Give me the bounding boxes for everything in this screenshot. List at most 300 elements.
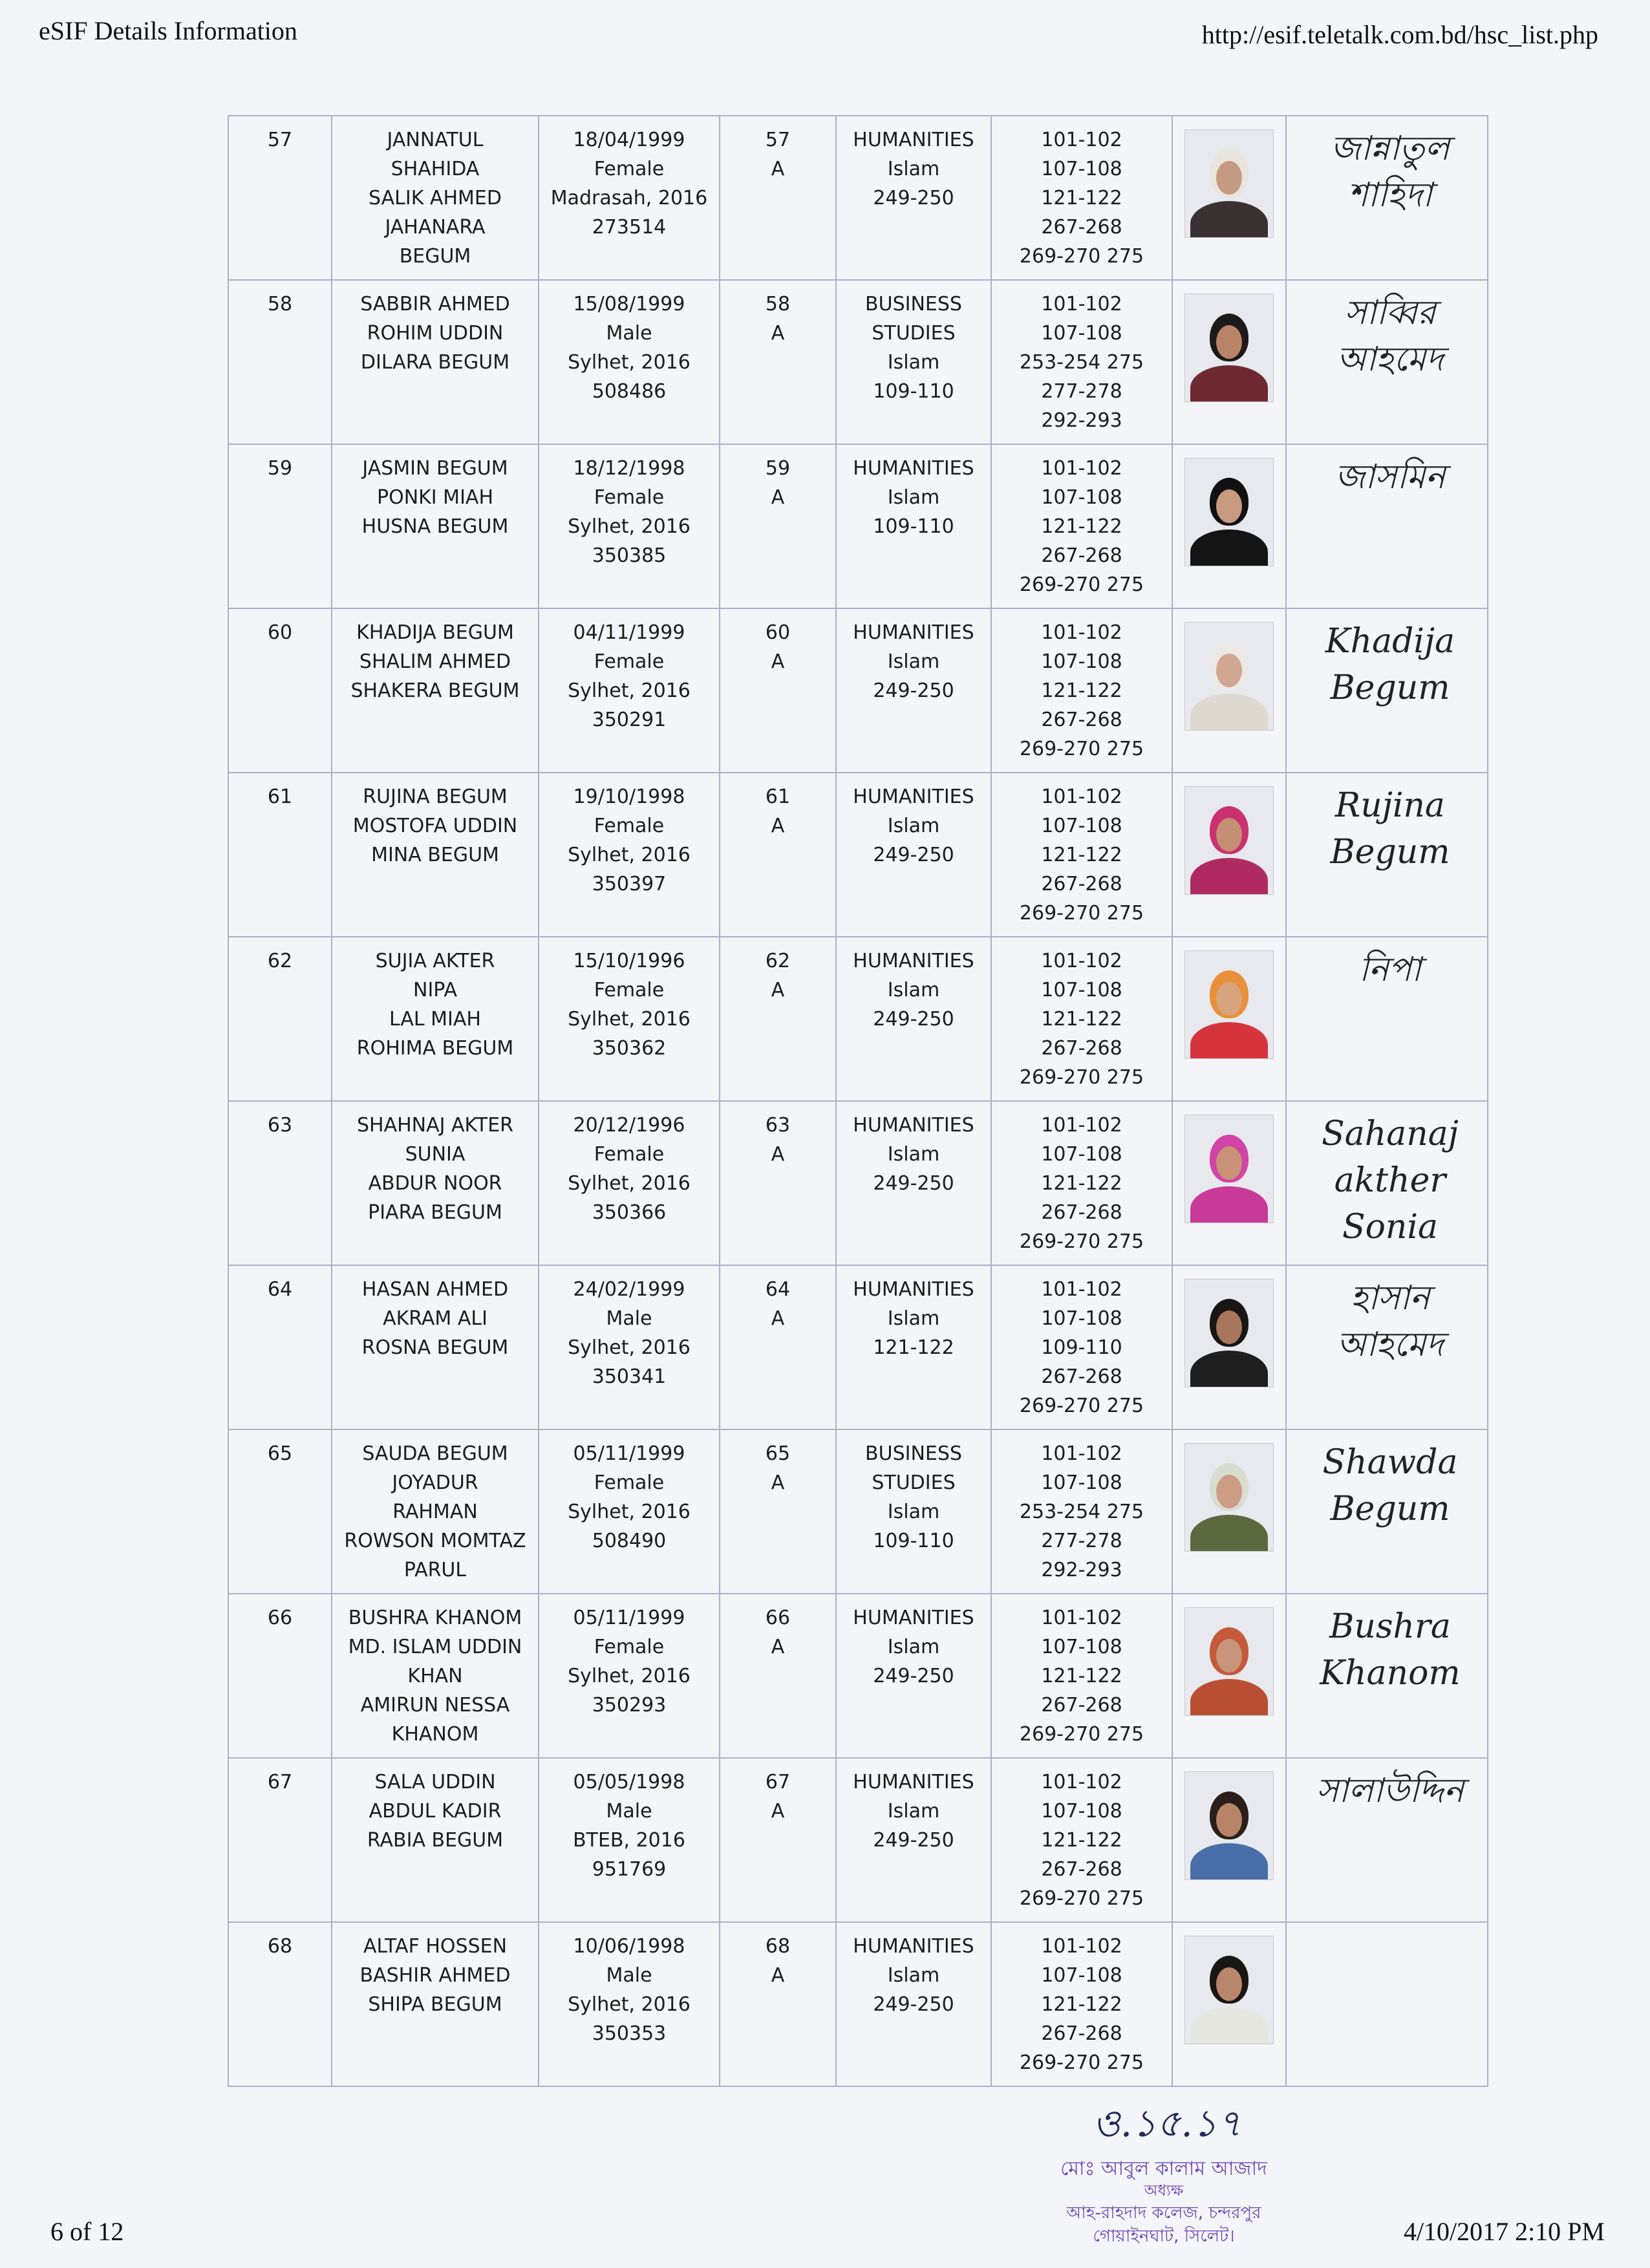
group-line: 249-250 [873, 1665, 954, 1687]
details-cell [539, 608, 720, 773]
detail-line: Sylhet, 2016 [568, 844, 691, 866]
signature-line: Shawda [1322, 1443, 1458, 1482]
serial-cell [228, 1429, 332, 1594]
name-line: SHAHIDA [391, 158, 480, 180]
subject-line: 269-270 275 [1019, 573, 1144, 596]
serial-number: 67 [267, 1771, 293, 1793]
name-line: KHAN [407, 1665, 463, 1687]
signature-line: জাসমিন [1334, 458, 1446, 497]
group-line: Islam [887, 1501, 940, 1523]
name-line: KHADIJA BEGUM [356, 621, 514, 644]
detail-line: 350385 [592, 544, 667, 567]
name-line: BEGUM [399, 245, 471, 268]
signature-cell [1286, 444, 1488, 608]
group-cell [836, 1265, 991, 1429]
detail-line: Female [594, 1636, 665, 1658]
name-line: JANNATUL [387, 129, 484, 151]
print-timestamp: 4/10/2017 2:10 PM [1403, 2217, 1605, 2246]
name-line: ABDUL KADIR [369, 1800, 502, 1823]
names-cell [332, 773, 539, 937]
photo-cell [1172, 1594, 1286, 1758]
subject-line: 107-108 [1041, 1964, 1122, 1987]
serial-number: 58 [267, 293, 293, 316]
group-line: Islam [887, 1307, 940, 1330]
table-row [228, 1758, 1488, 1922]
roll-line: 66 [765, 1607, 791, 1629]
principal-signature: ও.১৫.১৭ [1093, 2101, 1242, 2145]
roll-line: A [771, 650, 785, 673]
group-cell [836, 1594, 991, 1758]
subject-line: 101-102 [1041, 950, 1122, 972]
subjects-cell [991, 444, 1172, 608]
subject-line: 101-102 [1041, 457, 1122, 480]
signature-line: সালাউদ্দিন [1316, 1771, 1464, 1810]
name-line: MOSTOFA UDDIN [352, 815, 518, 837]
group-line: HUMANITIES [853, 621, 974, 644]
subject-line: 269-270 275 [1019, 1395, 1144, 1417]
signature-line: জান্নাতুল [1330, 129, 1450, 168]
roll-line: 68 [765, 1935, 791, 1958]
detail-line: Sylhet, 2016 [568, 1501, 691, 1523]
detail-line: Sylhet, 2016 [568, 679, 691, 702]
roll-cell [720, 280, 836, 444]
roll-line: A [771, 1636, 785, 1658]
serial-cell [228, 116, 332, 280]
group-line: 249-250 [873, 1829, 954, 1852]
group-line: HUMANITIES [853, 950, 974, 972]
page-header-title: eSIF Details Information [39, 16, 297, 45]
detail-line: 350362 [592, 1037, 667, 1060]
names-cell [332, 116, 539, 280]
name-line: ALTAF HOSSEN [363, 1935, 508, 1958]
subjects-cell [991, 116, 1172, 280]
name-line: AKRAM ALI [383, 1307, 488, 1330]
photo-face [1216, 654, 1242, 687]
subjects-cell [991, 608, 1172, 773]
serial-cell [228, 937, 332, 1101]
group-cell [836, 116, 991, 280]
detail-line: 508490 [592, 1530, 667, 1552]
serial-cell [228, 1265, 332, 1429]
signature-line: akther [1334, 1161, 1446, 1200]
subject-line: 269-270 275 [1019, 2051, 1144, 2074]
subject-line: 101-102 [1041, 786, 1122, 808]
name-line: ROHIM UDDIN [367, 322, 504, 345]
roll-cell [720, 937, 836, 1101]
subject-line: 121-122 [1041, 844, 1122, 866]
group-cell [836, 1101, 991, 1265]
subject-line: 107-108 [1041, 650, 1122, 673]
subject-line: 107-108 [1041, 322, 1122, 345]
subject-line: 267-268 [1041, 1858, 1122, 1881]
detail-line: 04/11/1999 [573, 621, 685, 644]
roll-line: A [771, 979, 785, 1001]
table-row [228, 1594, 1488, 1758]
roll-cell [720, 1594, 836, 1758]
details-cell [539, 1265, 720, 1429]
stamp-designation: অধ্যক্ষ [1144, 2181, 1184, 2199]
subject-line: 101-102 [1041, 1114, 1122, 1137]
subject-line: 292-293 [1041, 409, 1122, 432]
name-line: SUNIA [405, 1143, 466, 1166]
name-line: RAHMAN [392, 1501, 478, 1523]
serial-cell [228, 608, 332, 773]
photo-cell [1172, 608, 1286, 773]
signature-line: Bushra [1329, 1607, 1451, 1646]
photo-cell [1172, 280, 1286, 444]
subject-line: 121-122 [1041, 515, 1122, 538]
name-line: ROSNA BEGUM [361, 1336, 509, 1359]
subjects-cell [991, 1265, 1172, 1429]
photo-face [1216, 1639, 1242, 1673]
details-cell [539, 1922, 720, 2086]
name-line: SALIK AHMED [369, 187, 502, 209]
subject-line: 121-122 [1041, 187, 1122, 209]
records-table-body [228, 116, 1488, 2086]
roll-cell [720, 1429, 836, 1594]
detail-line: Male [606, 1964, 652, 1987]
group-line: BUSINESS [865, 1442, 962, 1465]
signature-cell [1286, 1758, 1488, 1922]
subject-line: 101-102 [1041, 1771, 1122, 1793]
table-row [228, 116, 1488, 280]
subjects-cell [991, 1594, 1172, 1758]
table-row [228, 773, 1488, 937]
student-photo [1184, 950, 1274, 1059]
subject-line: 121-122 [1041, 1829, 1122, 1852]
subject-line: 101-102 [1041, 129, 1122, 151]
detail-line: Sylhet, 2016 [568, 1665, 691, 1687]
photo-cell [1172, 1429, 1286, 1594]
name-line: JASMIN BEGUM [362, 457, 508, 480]
names-cell [332, 444, 539, 608]
group-cell [836, 1922, 991, 2086]
table-row [228, 280, 1488, 444]
photo-body [1190, 365, 1268, 402]
subject-line: 253-254 275 [1019, 1501, 1144, 1523]
group-line: 249-250 [873, 844, 954, 866]
group-line: Islam [887, 1636, 940, 1658]
student-photo [1184, 294, 1274, 402]
subject-line: 101-102 [1041, 1607, 1122, 1629]
table-row [228, 1265, 1488, 1429]
name-line: DILARA BEGUM [360, 351, 510, 374]
name-line: HASAN AHMED [361, 1278, 509, 1301]
roll-line: A [771, 1143, 785, 1166]
roll-line: A [771, 1307, 785, 1330]
roll-line: A [771, 1471, 785, 1494]
subject-line: 292-293 [1041, 1559, 1122, 1581]
subject-line: 277-278 [1041, 380, 1122, 403]
group-cell [836, 773, 991, 937]
detail-line: Female [594, 1143, 665, 1166]
principal-stamp [983, 2095, 1345, 2250]
roll-cell [720, 116, 836, 280]
serial-cell [228, 773, 332, 937]
name-line: AMIRUN NESSA [360, 1694, 510, 1717]
signature-cell [1286, 773, 1488, 937]
group-cell [836, 937, 991, 1101]
photo-cell [1172, 1101, 1286, 1265]
subject-line: 269-270 275 [1019, 738, 1144, 760]
table-row [228, 1922, 1488, 2086]
group-line: HUMANITIES [853, 786, 974, 808]
name-line: MINA BEGUM [371, 844, 499, 866]
group-line: HUMANITIES [853, 1607, 974, 1629]
detail-line: 350341 [592, 1365, 667, 1388]
roll-line: 60 [765, 621, 791, 644]
details-cell [539, 280, 720, 444]
subject-line: 269-270 275 [1019, 1230, 1144, 1253]
serial-number: 68 [267, 1935, 293, 1958]
group-line: STUDIES [872, 1471, 956, 1494]
group-line: 109-110 [873, 515, 954, 538]
name-line: ROHIMA BEGUM [356, 1037, 514, 1060]
subject-line: 121-122 [1041, 1665, 1122, 1687]
roll-cell [720, 773, 836, 937]
roll-cell [720, 1101, 836, 1265]
names-cell [332, 1101, 539, 1265]
detail-line: 05/11/1999 [573, 1442, 685, 1465]
subject-line: 269-270 275 [1019, 1723, 1144, 1746]
name-line: LAL MIAH [389, 1008, 481, 1031]
detail-line: 18/04/1999 [573, 129, 685, 151]
subject-line: 101-102 [1041, 293, 1122, 316]
detail-line: Female [594, 650, 665, 673]
subject-line: 121-122 [1041, 679, 1122, 702]
detail-line: Female [594, 979, 665, 1001]
subjects-cell [991, 280, 1172, 444]
signature-cell [1286, 1429, 1488, 1594]
signature-line: Sonia [1342, 1208, 1439, 1246]
roll-line: 65 [765, 1442, 791, 1465]
names-cell [332, 1594, 539, 1758]
group-line: 249-250 [873, 1008, 954, 1031]
group-line: HUMANITIES [853, 1114, 974, 1137]
photo-body [1190, 201, 1268, 238]
detail-line: 15/08/1999 [573, 293, 685, 316]
name-line: PIARA BEGUM [368, 1201, 502, 1224]
photo-cell [1172, 773, 1286, 937]
photo-face [1216, 982, 1242, 1016]
roll-cell [720, 1265, 836, 1429]
subject-line: 253-254 275 [1019, 351, 1144, 374]
photo-face [1216, 161, 1242, 195]
detail-line: Sylhet, 2016 [568, 1336, 691, 1359]
subject-line: 107-108 [1041, 1143, 1122, 1166]
photo-body [1190, 1351, 1268, 1387]
group-line: 249-250 [873, 187, 954, 209]
detail-line: Sylhet, 2016 [568, 1993, 691, 2016]
group-line: HUMANITIES [853, 129, 974, 151]
detail-line: 10/06/1998 [573, 1935, 685, 1958]
subject-line: 101-102 [1041, 1442, 1122, 1465]
subject-line: 267-268 [1041, 1201, 1122, 1224]
roll-cell [720, 1922, 836, 2086]
stamp-name: মোঃ আবুল কালাম আজাদ [1060, 2157, 1267, 2180]
subject-line: 107-108 [1041, 486, 1122, 509]
serial-cell [228, 1758, 332, 1922]
group-cell [836, 1429, 991, 1594]
group-line: Islam [887, 1964, 940, 1987]
detail-line: Sylhet, 2016 [568, 515, 691, 538]
serial-number: 63 [267, 1114, 293, 1137]
photo-body [1190, 1515, 1268, 1552]
detail-line: 951769 [592, 1858, 667, 1881]
subjects-cell [991, 1758, 1172, 1922]
serial-number: 60 [267, 621, 293, 644]
signature-line: আহমেদ [1336, 1325, 1444, 1364]
subject-line: 267-268 [1041, 544, 1122, 567]
group-line: HUMANITIES [853, 1935, 974, 1958]
name-line: SALA UDDIN [374, 1771, 496, 1793]
signature-line: আহমেদ [1336, 340, 1444, 379]
page-header-url: http://esif.teletalk.com.bd/hsc_list.php [1201, 20, 1598, 49]
group-line: HUMANITIES [853, 1771, 974, 1793]
photo-cell [1172, 1922, 1286, 2086]
photo-body [1190, 694, 1268, 731]
name-line: SUJIA AKTER [375, 950, 495, 972]
signature-line: Begum [1330, 1490, 1450, 1528]
group-line: STUDIES [872, 322, 956, 345]
subject-line: 267-268 [1041, 216, 1122, 239]
photo-face [1216, 1967, 1242, 2001]
roll-line: A [771, 1800, 785, 1823]
photo-body [1190, 1186, 1268, 1223]
photo-cell [1172, 1758, 1286, 1922]
serial-number: 66 [267, 1607, 293, 1629]
detail-line: 20/12/1996 [573, 1114, 685, 1137]
roll-line: 67 [765, 1771, 791, 1793]
records-table [228, 115, 1488, 2087]
details-cell [539, 1429, 720, 1594]
details-cell [539, 116, 720, 280]
name-line: SHALIM AHMED [359, 650, 511, 673]
detail-line: Sylhet, 2016 [568, 351, 691, 374]
detail-line: Female [594, 486, 665, 509]
group-line: Islam [887, 815, 940, 837]
detail-line: 18/12/1998 [573, 457, 685, 480]
group-line: HUMANITIES [853, 1278, 974, 1301]
subject-line: 109-110 [1041, 1336, 1122, 1359]
detail-line: Female [594, 1471, 665, 1494]
name-line: JOYADUR [392, 1471, 478, 1494]
group-line: BUSINESS [865, 293, 962, 316]
subject-line: 269-270 275 [1019, 902, 1144, 925]
photo-face [1216, 1311, 1242, 1344]
student-photo [1184, 1115, 1274, 1223]
photo-face [1216, 1146, 1242, 1180]
detail-line: 350353 [592, 2022, 667, 2045]
subject-line: 269-270 275 [1019, 1887, 1144, 1910]
student-photo [1184, 1936, 1274, 2044]
table-row [228, 444, 1488, 608]
name-line: KHANOM [391, 1723, 479, 1746]
serial-number: 61 [267, 786, 293, 808]
details-cell [539, 1758, 720, 1922]
serial-cell [228, 444, 332, 608]
group-line: 249-250 [873, 1172, 954, 1195]
names-cell [332, 1265, 539, 1429]
name-line: PONKI MIAH [376, 486, 493, 509]
detail-line: 15/10/1996 [573, 950, 685, 972]
names-cell [332, 280, 539, 444]
name-line: SHAKERA BEGUM [350, 679, 520, 702]
signature-cell [1286, 1265, 1488, 1429]
detail-line: Male [606, 322, 652, 345]
serial-number: 64 [267, 1278, 293, 1301]
name-line: PARUL [403, 1559, 467, 1581]
names-cell [332, 937, 539, 1101]
student-photo [1184, 1443, 1274, 1552]
group-line: Islam [887, 158, 940, 180]
signature-line: শাহিদা [1347, 176, 1433, 215]
group-cell [836, 444, 991, 608]
table-row [228, 1429, 1488, 1594]
student-photo [1184, 786, 1274, 895]
detail-line: Madrasah, 2016 [550, 187, 708, 209]
photo-body [1190, 858, 1268, 895]
name-line: MD. ISLAM UDDIN [348, 1636, 522, 1658]
group-line: Islam [887, 486, 940, 509]
name-line: SHIPA BEGUM [368, 1993, 502, 2016]
signature-cell [1286, 937, 1488, 1101]
detail-line: 24/02/1999 [573, 1278, 685, 1301]
subjects-cell [991, 937, 1172, 1101]
detail-line: 350397 [592, 873, 667, 895]
student-photo [1184, 622, 1274, 731]
name-line: BASHIR AHMED [359, 1964, 511, 1987]
details-cell [539, 937, 720, 1101]
group-line: 249-250 [873, 679, 954, 702]
name-line: SABBIR AHMED [360, 293, 510, 316]
subject-line: 267-268 [1041, 1037, 1122, 1060]
name-line: ABDUR NOOR [368, 1172, 502, 1195]
roll-line: 61 [765, 786, 791, 808]
serial-cell [228, 1594, 332, 1758]
detail-line: Male [606, 1307, 652, 1330]
table-row [228, 937, 1488, 1101]
details-cell [539, 1101, 720, 1265]
detail-line: BTEB, 2016 [573, 1829, 685, 1852]
serial-cell [228, 1922, 332, 2086]
photo-face [1216, 1475, 1242, 1508]
page-number: 6 of 12 [50, 2217, 124, 2246]
detail-line: 05/11/1999 [573, 1607, 685, 1629]
subject-line: 269-270 275 [1019, 245, 1144, 268]
signature-line: Rujina [1335, 786, 1445, 825]
stamp-location: গোয়াইনঘাট, সিলেট। [1093, 2227, 1235, 2246]
photo-cell [1172, 444, 1286, 608]
roll-line: 63 [765, 1114, 791, 1137]
detail-line: Male [606, 1800, 652, 1823]
name-line: SAUDA BEGUM [362, 1442, 508, 1465]
subject-line: 121-122 [1041, 1172, 1122, 1195]
details-cell [539, 444, 720, 608]
names-cell [332, 1758, 539, 1922]
photo-face [1216, 489, 1242, 523]
photo-body [1190, 530, 1268, 566]
detail-line: 350366 [592, 1201, 667, 1224]
student-photo [1184, 1771, 1274, 1880]
signature-line: Sahanaj [1322, 1115, 1459, 1153]
details-cell [539, 1594, 720, 1758]
subject-line: 267-268 [1041, 873, 1122, 895]
detail-line: 508486 [592, 380, 667, 403]
photo-body [1190, 1843, 1268, 1880]
group-line: HUMANITIES [853, 457, 974, 480]
signature-line: Khanom [1320, 1654, 1461, 1693]
